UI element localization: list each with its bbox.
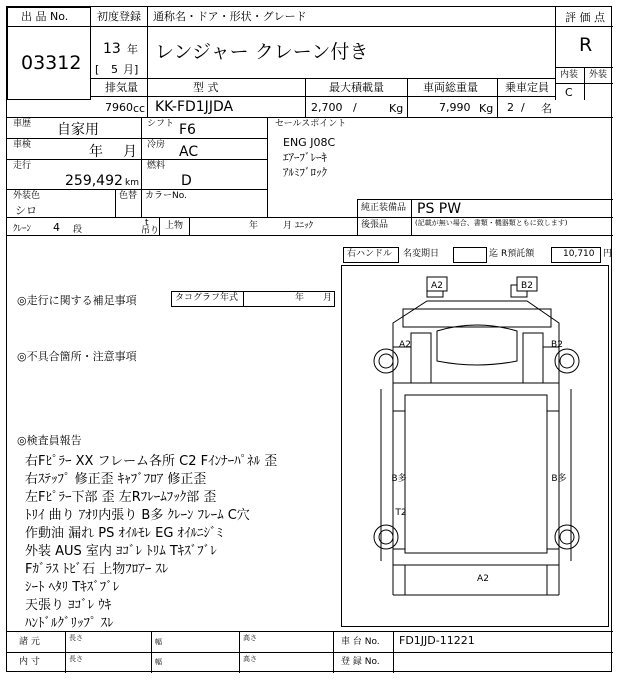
history-value: 自家用 xyxy=(57,122,99,138)
divider xyxy=(333,631,334,673)
inspector-line: 左Fﾋﾟﾗｰ下部 歪 左Rﾌﾚｰﾑﾌｯｸ部 歪 xyxy=(25,490,217,505)
divider xyxy=(555,26,613,27)
upper-month-unit: 月 xyxy=(283,221,293,231)
damage-label: B多 xyxy=(391,474,407,484)
deposit-unit: 円 xyxy=(603,249,613,259)
max-load-unit: Kg xyxy=(389,102,404,115)
sales-point-1: ENG J08C xyxy=(283,136,336,149)
divider xyxy=(91,78,555,79)
capacity-unit: 名 xyxy=(541,102,552,115)
displacement-value: 7960 xyxy=(105,101,133,114)
divider xyxy=(189,217,190,235)
ext-color-label: 外装色 xyxy=(13,191,41,201)
truck-condition-diagram xyxy=(341,265,609,627)
capacity-value: 2 xyxy=(507,101,514,114)
model-name: レンジャー クレーン付き xyxy=(155,41,369,63)
divider xyxy=(357,199,613,200)
crane-label: ｸﾚｰﾝ xyxy=(13,224,32,234)
max-load-sep: / xyxy=(353,101,357,114)
divider xyxy=(305,78,306,118)
capacity-sep: / xyxy=(521,101,525,114)
damage-label: A2 xyxy=(399,340,411,350)
upper-year-unit: 年 xyxy=(249,221,259,231)
mileage-unit: km xyxy=(125,178,139,188)
inspector-label: ◎検査員報告 xyxy=(17,434,82,447)
crane-stage-unit: 段 xyxy=(73,225,83,235)
gross-weight-label: 車両総重量 xyxy=(423,81,478,94)
inspector-line: ﾊﾝﾄﾞﾙｸﾞﾘｯﾌﾟ ｽﾚ xyxy=(25,616,114,631)
shift-value: F6 xyxy=(179,122,196,138)
color-no-label: 色替 xyxy=(119,191,138,201)
divider xyxy=(147,7,148,27)
divider xyxy=(7,631,613,632)
max-load-label: 最大積載量 xyxy=(329,81,384,94)
first-reg-month-open: [ xyxy=(95,63,100,76)
damage-label: A2 xyxy=(477,574,489,584)
divider xyxy=(7,117,613,118)
divider xyxy=(243,291,244,307)
inspector-line: 天張り ﾖｺﾞﾚ ｳｷ xyxy=(25,598,112,613)
width-label: 幅 xyxy=(155,638,162,646)
inspection-month-unit: 月 xyxy=(123,144,137,160)
divider xyxy=(555,83,613,84)
divider xyxy=(141,189,142,217)
lost-label: 迄 xyxy=(489,249,499,259)
divider xyxy=(7,235,613,236)
divider xyxy=(7,217,613,218)
divider xyxy=(7,138,267,139)
inner-row-label: 内 寸 xyxy=(19,657,40,667)
divider xyxy=(159,217,160,235)
damage-label: B2 xyxy=(521,281,533,291)
reg-label: 登 録 No. xyxy=(341,657,380,667)
aircon-value: AC xyxy=(179,144,199,160)
color-no-value: カラーNo. xyxy=(145,191,187,201)
divider xyxy=(393,631,394,673)
name-label: 通称名・ドア・形状・グレード xyxy=(153,10,307,23)
divider xyxy=(115,189,116,217)
upper-maker: ﾕﾆｯｸ xyxy=(295,221,314,231)
name-change-label: 名変期日 xyxy=(403,249,440,259)
genuine-value: PS PW xyxy=(417,201,462,217)
inspector-line: 右ｽﾃｯﾌﾟ 修正歪 ｷｬﾌﾞﾌﾛｱ 修正歪 xyxy=(25,472,207,487)
tachograph-label: タコグラフ年式 xyxy=(175,293,239,303)
shift-label: シフト xyxy=(147,119,175,129)
chassis-label: 車 台 No. xyxy=(341,637,380,647)
inspector-line: 外装 AUS 室内 ﾖｺﾞﾚ ﾄﾘﾑ Tｷｽﾞﾌﾞﾚ xyxy=(25,544,217,559)
height-label: 高さ xyxy=(243,655,257,663)
model-code-value: KK-FD1JJDA xyxy=(155,99,234,115)
divider xyxy=(7,189,267,190)
model-code-label: 型 式 xyxy=(193,81,219,94)
divider xyxy=(7,652,613,653)
name-change-field xyxy=(453,247,487,263)
displacement-unit: cc xyxy=(133,102,146,115)
divider xyxy=(91,96,555,97)
aircon-label: 冷房 xyxy=(147,140,166,150)
ext-color-value: シロ xyxy=(15,204,37,217)
interior-value: C xyxy=(565,86,573,99)
crane-ton-unit: t xyxy=(145,218,149,228)
gross-weight-unit: Kg xyxy=(479,102,494,115)
divider xyxy=(497,78,498,118)
aftermarket-label: 後張品 xyxy=(361,220,389,230)
divider xyxy=(151,631,152,673)
divider xyxy=(91,26,555,27)
inspector-line: ｼｰﾄ ﾍﾀﾘ Tｷｽﾞﾌﾞﾚ xyxy=(25,580,120,595)
inspector-line: Fｶﾞﾗｽ ﾄﾋﾞ石 上物ﾌﾛｱｰ ｽﾚ xyxy=(25,562,169,577)
sales-points-label: セールスポイント xyxy=(275,119,347,129)
genuine-label: 純正装備品 xyxy=(361,203,407,213)
inspector-lines xyxy=(25,450,277,630)
width-label: 幅 xyxy=(155,658,162,666)
sales-point-2: ｴｱｰﾌﾞﾚｰｷ xyxy=(283,151,327,164)
sales-point-3: ｱﾙﾐﾌﾞﾛｯｸ xyxy=(283,166,327,179)
rating-value: R xyxy=(579,34,593,56)
lot-label: 出 品 No. xyxy=(21,10,69,23)
chassis-value: FD1JJD-11221 xyxy=(399,634,475,647)
divider xyxy=(239,631,240,673)
fuel-label: 燃料 xyxy=(147,161,166,171)
crane-hoist-unit: 吊り xyxy=(141,226,160,236)
divider xyxy=(7,159,267,160)
inspector-line: ﾄﾘｲ 曲り ｱｵﾘ内張り B多 ｸﾚｰﾝ ﾌﾚｰﾑ C穴 xyxy=(25,508,250,523)
tachograph-year-unit: 年 xyxy=(295,293,305,303)
first-reg-month: 5 xyxy=(111,63,118,76)
supplementary-label: ◎走行に関する補足事項 xyxy=(17,294,137,307)
fuel-value: D xyxy=(181,173,192,189)
length-label: 長さ xyxy=(69,655,83,663)
capacity-label: 乗車定員 xyxy=(505,81,549,94)
divider xyxy=(147,26,148,78)
first-reg-label: 初度登録 xyxy=(97,10,141,23)
divider xyxy=(555,7,556,100)
displacement-label: 排気量 xyxy=(105,81,138,94)
title-note: R預託額 xyxy=(501,249,535,259)
auction-sheet xyxy=(6,6,612,672)
mileage-value: 259,492 xyxy=(65,173,123,189)
lot-number: 03312 xyxy=(21,52,82,74)
history-label: 車歴 xyxy=(13,119,32,129)
first-reg-month-close: 月] xyxy=(123,63,139,76)
divider xyxy=(357,199,358,235)
deposit-value: 10,710 xyxy=(563,249,595,259)
damage-label: B2 xyxy=(551,340,563,350)
damage-label: A2 xyxy=(431,281,443,291)
first-reg-year-unit: 年 xyxy=(127,43,138,56)
inspector-line: 作動油 漏れ PS ｵｲﾙﾓﾚ EG ｵｲﾙﾆｼﾞﾐ xyxy=(25,526,224,541)
divider xyxy=(267,117,268,217)
length-label: 長さ xyxy=(69,634,83,642)
mileage-label: 走行 xyxy=(13,161,32,171)
height-label: 高さ xyxy=(243,634,257,642)
upper-label: 上物 xyxy=(165,221,184,231)
divider xyxy=(147,78,148,118)
gross-weight-value: 7,990 xyxy=(439,101,471,114)
tachograph-month-unit: 月 xyxy=(323,293,333,303)
inspector-line: 右Fﾋﾟﾗｰ XX フレーム各所 C2 Fｲﾝﾅｰﾊﾟﾈﾙ 歪 xyxy=(25,454,278,469)
aftermarket-note: (記載が無い場合、書類・機器類ともに致します) xyxy=(415,219,568,227)
max-load-value: 2,700 xyxy=(311,101,343,114)
interior-label: 内装 xyxy=(560,70,579,80)
divider xyxy=(411,199,412,235)
inspection-label: 車検 xyxy=(13,140,32,150)
damage-label: B多 xyxy=(551,474,567,484)
exterior-label: 外装 xyxy=(589,70,608,80)
defects-label: ◎不具合箇所・注意事項 xyxy=(17,350,137,363)
first-reg-year: 13 xyxy=(103,41,121,57)
rating-label: 評 価 点 xyxy=(565,11,605,24)
divider xyxy=(407,78,408,118)
damage-label: T2 xyxy=(395,508,407,518)
spec-row-label: 諸 元 xyxy=(19,637,40,647)
divider xyxy=(65,631,66,673)
steering-value: 右ハンドル xyxy=(347,249,393,259)
inspection-year-unit: 年 xyxy=(89,144,103,160)
crane-stage-value: 4 xyxy=(53,221,60,234)
